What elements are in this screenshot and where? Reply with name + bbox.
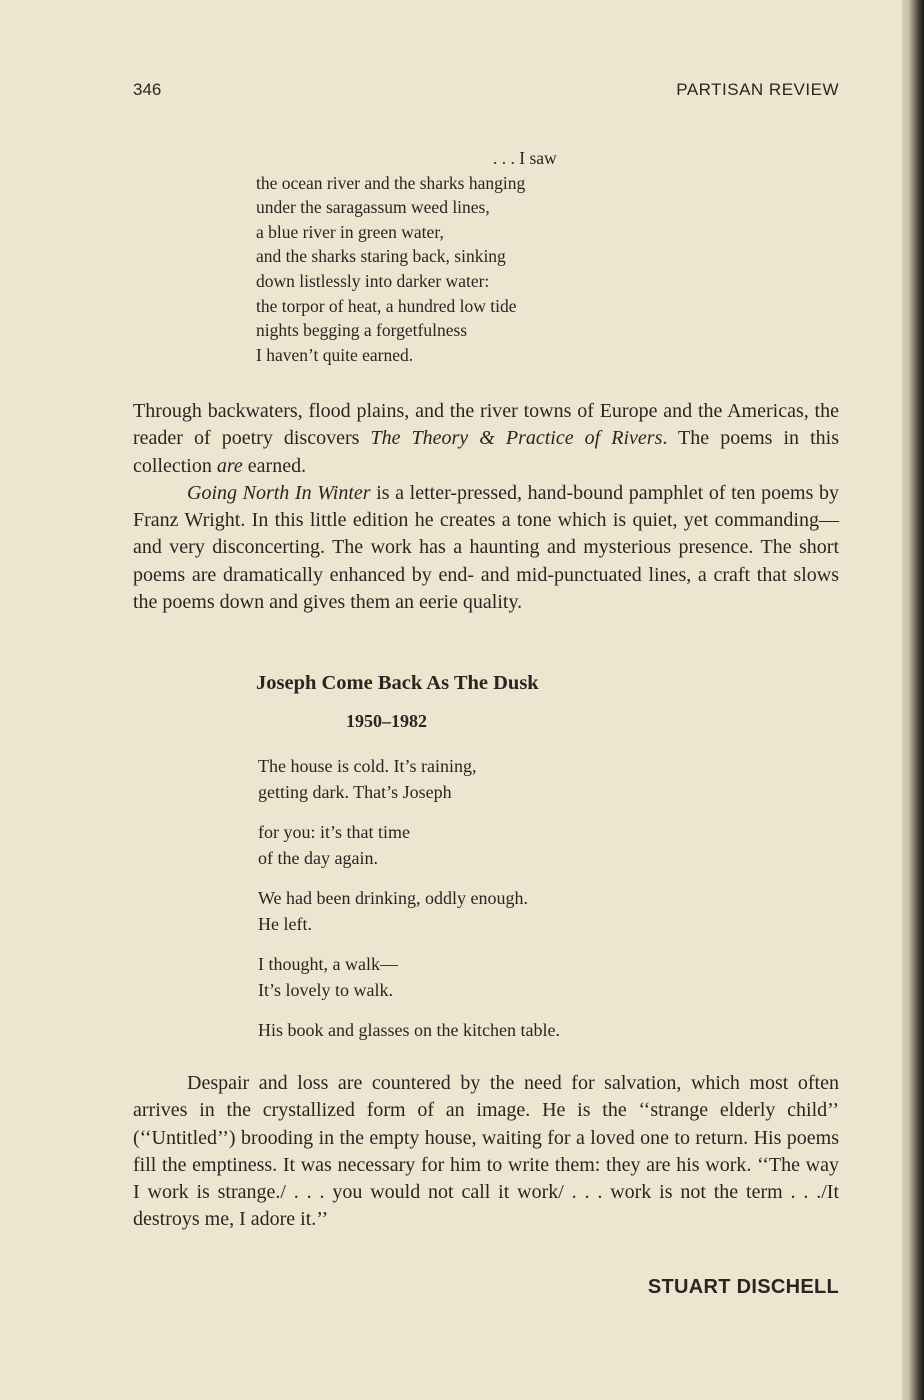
stanza [258, 754, 560, 805]
verse-line: nights begging a forgetfulness [256, 320, 468, 341]
verse-line: a blue river in green water, [256, 221, 444, 242]
author-signature: STUART DISCHELL [647, 1276, 839, 1298]
emphasis-are: are [216, 454, 243, 477]
poem-line: It’s lovely to walk. [258, 979, 393, 1000]
book-spine-shadow [902, 0, 924, 1400]
verse-line: under the saragassum weed lines, [256, 197, 490, 218]
review-body-upper [133, 398, 839, 616]
book-title-going-north: Going North In Winter [187, 481, 371, 504]
paragraph-going-north [133, 480, 839, 616]
paragraph-text: Through backwaters, flood plains, and the river towns of Europe and the Americas, the reader of poetry discovers [133, 400, 839, 450]
verse-line: the ocean river and the sharks hanging [256, 172, 526, 193]
paragraph-text: is a letter-pressed, hand-bound pamphlet of ten poems by Franz Wright. In this little edition he creates a tone which is quiet, yet commanding—and very disconcerting. The work has a haunting and mysterious presence. The short poems are dramatically enhanced by end- and mid-punctuated lines, a craft that slows the poems down and gives them an eerie quality. [133, 481, 840, 614]
paragraph-text: . The poems in this collection [133, 427, 839, 477]
verse-excerpt [256, 146, 557, 367]
paragraph-rivers [133, 398, 839, 480]
poem-line: We had been drinking, oddly enough. [258, 888, 528, 908]
page-header [133, 80, 839, 104]
poem-dates: 1950–1982 [346, 711, 427, 731]
book-title-rivers: The Theory & Practice of Rivers [370, 427, 663, 450]
poem-line: getting dark. That’s Joseph [258, 781, 452, 802]
running-title: PARTISAN REVIEW [676, 80, 839, 99]
poem-line: He left. [258, 913, 312, 934]
stanza [258, 952, 560, 1003]
stanza [258, 886, 560, 937]
poem-title: Joseph Come Back As The Dusk [256, 672, 539, 694]
poem-line: for you: it’s that time [258, 822, 410, 842]
verse-line: I haven’t quite earned. [256, 344, 414, 365]
verse-line: the torpor of heat, a hundred low tide [256, 295, 517, 316]
verse-line: . . . I saw [493, 148, 557, 168]
verse-line: down listlessly into darker water: [256, 270, 490, 291]
stanza [258, 820, 560, 871]
paragraph-text: earned. [242, 454, 307, 477]
stanza [258, 1018, 560, 1044]
paragraph-despair: Despair and loss are countered by the need for salvation, which most often arrives in the crystallized form of an image. He is the ‘‘strange elderly child’’ (‘‘Untitled’’) brooding in the empty house, waiting for a loved one to return. His poems fill the emptiness. It was necessary for him to write them: they are his work. ‘‘The way I work is strange./ . . . you would not call it work/ . . . work is not the term . . ./It destroys me, I adore it.’’ [133, 1072, 839, 1231]
verse-line: and the sharks staring back, sinking [256, 246, 506, 267]
poem-line: The house is cold. It’s raining, [258, 756, 477, 776]
poem-line: of the day again. [258, 847, 378, 868]
poem-line: His book and glasses on the kitchen table. [258, 1020, 560, 1040]
page-number: 346 [133, 80, 162, 99]
poem-line: I thought, a walk— [258, 954, 398, 974]
review-body-lower [133, 1070, 839, 1234]
poem-body [258, 754, 560, 1059]
